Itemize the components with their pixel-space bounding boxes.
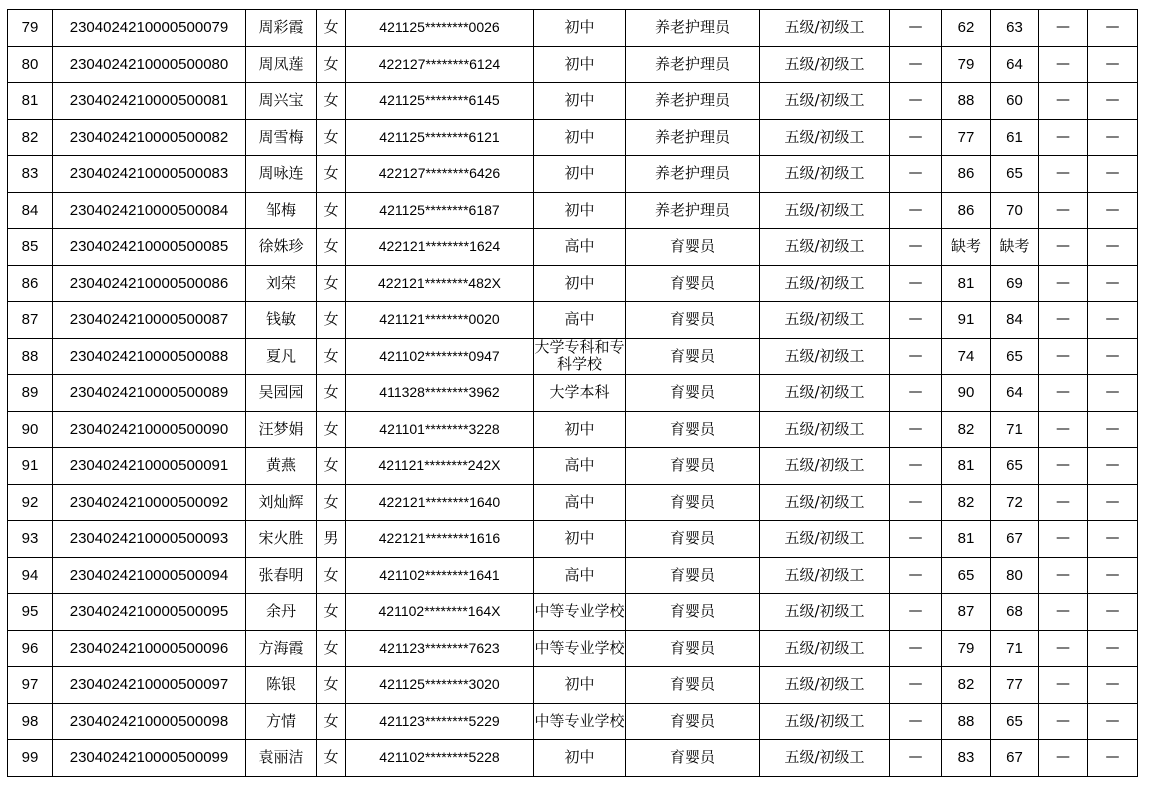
cell-theory-score: 65 — [942, 557, 991, 594]
cell-col9: — — [890, 557, 942, 594]
cell-id-card: 421102********1641 — [346, 557, 534, 594]
cell-occupation: 育婴员 — [626, 740, 760, 777]
cell-gender: 女 — [317, 703, 346, 740]
cell-skill-score: 67 — [991, 521, 1039, 558]
cell-skill-score: 65 — [991, 703, 1039, 740]
cell-exam-id: 2304024210000500084 — [53, 192, 246, 229]
cell-occupation: 养老护理员 — [626, 10, 760, 47]
cell-level: 五级/初级工 — [760, 484, 890, 521]
cell-occupation: 育婴员 — [626, 265, 760, 302]
cell-name: 徐姝珍 — [246, 229, 317, 266]
cell-occupation: 养老护理员 — [626, 192, 760, 229]
cell-education: 初中 — [534, 119, 626, 156]
cell-skill-score: 72 — [991, 484, 1039, 521]
cell-exam-id: 2304024210000500087 — [53, 302, 246, 339]
cell-education: 初中 — [534, 156, 626, 193]
cell-id-card: 421125********6121 — [346, 119, 534, 156]
cell-theory-score: 81 — [942, 521, 991, 558]
cell-col12: — — [1039, 630, 1088, 667]
cell-col13: — — [1088, 10, 1138, 47]
cell-col9: — — [890, 411, 942, 448]
cell-skill-score: 71 — [991, 630, 1039, 667]
cell-col12: — — [1039, 594, 1088, 631]
cell-gender: 女 — [317, 229, 346, 266]
cell-id-card: 421125********3020 — [346, 667, 534, 704]
cell-col12: — — [1039, 265, 1088, 302]
cell-level: 五级/初级工 — [760, 521, 890, 558]
cell-education: 初中 — [534, 521, 626, 558]
cell-skill-score: 64 — [991, 46, 1039, 83]
cell-education: 中等专业学校 — [534, 703, 626, 740]
cell-gender: 女 — [317, 375, 346, 412]
cell-name: 袁丽洁 — [246, 740, 317, 777]
cell-gender: 女 — [317, 338, 346, 375]
cell-col9: — — [890, 703, 942, 740]
cell-col13: — — [1088, 411, 1138, 448]
cell-col12: — — [1039, 156, 1088, 193]
cell-theory-score: 82 — [942, 667, 991, 704]
cell-level: 五级/初级工 — [760, 302, 890, 339]
cell-theory-score: 81 — [942, 448, 991, 485]
table-row — [8, 484, 1138, 521]
cell-skill-score: 69 — [991, 265, 1039, 302]
cell-education: 中等专业学校 — [534, 594, 626, 631]
cell-id-card: 421123********7623 — [346, 630, 534, 667]
cell-skill-score: 缺考 — [991, 229, 1039, 266]
cell-name: 方情 — [246, 703, 317, 740]
table-row — [8, 411, 1138, 448]
cell-id-card: 421123********5229 — [346, 703, 534, 740]
cell-education: 初中 — [534, 83, 626, 120]
cell-name: 夏凡 — [246, 338, 317, 375]
cell-education: 初中 — [534, 667, 626, 704]
cell-row-number: 87 — [8, 302, 53, 339]
cell-skill-score: 64 — [991, 375, 1039, 412]
cell-col13: — — [1088, 229, 1138, 266]
cell-level: 五级/初级工 — [760, 192, 890, 229]
cell-education: 初中 — [534, 192, 626, 229]
cell-exam-id: 2304024210000500095 — [53, 594, 246, 631]
cell-col9: — — [890, 192, 942, 229]
cell-occupation: 育婴员 — [626, 703, 760, 740]
cell-theory-score: 82 — [942, 411, 991, 448]
cell-id-card: 421121********242X — [346, 448, 534, 485]
cell-occupation: 育婴员 — [626, 557, 760, 594]
cell-exam-id: 2304024210000500081 — [53, 83, 246, 120]
cell-gender: 女 — [317, 10, 346, 47]
cell-name: 吴园园 — [246, 375, 317, 412]
cell-theory-score: 88 — [942, 703, 991, 740]
cell-occupation: 育婴员 — [626, 521, 760, 558]
cell-gender: 女 — [317, 667, 346, 704]
cell-exam-id: 2304024210000500089 — [53, 375, 246, 412]
cell-level: 五级/初级工 — [760, 411, 890, 448]
results-table — [7, 9, 1138, 777]
cell-id-card: 421125********6187 — [346, 192, 534, 229]
cell-id-card: 421125********0026 — [346, 10, 534, 47]
cell-col13: — — [1088, 557, 1138, 594]
cell-level: 五级/初级工 — [760, 10, 890, 47]
table-row — [8, 265, 1138, 302]
cell-theory-score: 86 — [942, 156, 991, 193]
cell-gender: 女 — [317, 83, 346, 120]
cell-level: 五级/初级工 — [760, 667, 890, 704]
table-row — [8, 667, 1138, 704]
cell-occupation: 育婴员 — [626, 375, 760, 412]
cell-skill-score: 71 — [991, 411, 1039, 448]
cell-col12: — — [1039, 83, 1088, 120]
cell-col9: — — [890, 448, 942, 485]
cell-name: 张春明 — [246, 557, 317, 594]
cell-education: 大学专科和专科学校 — [534, 338, 625, 374]
cell-col13: — — [1088, 740, 1138, 777]
cell-skill-score: 84 — [991, 302, 1039, 339]
cell-col13: — — [1088, 667, 1138, 704]
table-row — [8, 156, 1138, 193]
cell-col12: — — [1039, 703, 1088, 740]
table-row — [8, 375, 1138, 412]
cell-col12: — — [1039, 338, 1088, 375]
cell-col9: — — [890, 119, 942, 156]
cell-row-number: 79 — [8, 10, 53, 47]
cell-row-number: 84 — [8, 192, 53, 229]
cell-col9: — — [890, 521, 942, 558]
cell-education: 高中 — [534, 484, 626, 521]
cell-occupation: 养老护理员 — [626, 83, 760, 120]
cell-gender: 女 — [317, 484, 346, 521]
cell-level: 五级/初级工 — [760, 229, 890, 266]
cell-level: 五级/初级工 — [760, 557, 890, 594]
cell-col13: — — [1088, 630, 1138, 667]
cell-row-number: 96 — [8, 630, 53, 667]
cell-occupation: 育婴员 — [626, 411, 760, 448]
cell-name: 周彩霞 — [246, 10, 317, 47]
cell-skill-score: 61 — [991, 119, 1039, 156]
cell-name: 周咏连 — [246, 156, 317, 193]
table-row — [8, 740, 1138, 777]
cell-col13: — — [1088, 594, 1138, 631]
table-body — [8, 10, 1138, 777]
cell-occupation: 育婴员 — [626, 484, 760, 521]
cell-col13: — — [1088, 302, 1138, 339]
cell-col13: — — [1088, 338, 1138, 375]
cell-col12: — — [1039, 119, 1088, 156]
cell-exam-id: 2304024210000500098 — [53, 703, 246, 740]
cell-gender: 女 — [317, 46, 346, 83]
cell-skill-score: 77 — [991, 667, 1039, 704]
cell-col13: — — [1088, 265, 1138, 302]
cell-skill-score: 65 — [991, 156, 1039, 193]
cell-theory-score: 77 — [942, 119, 991, 156]
cell-col12: — — [1039, 740, 1088, 777]
table-row — [8, 10, 1138, 47]
cell-gender: 女 — [317, 594, 346, 631]
cell-skill-score: 65 — [991, 338, 1039, 375]
table-row — [8, 557, 1138, 594]
cell-exam-id: 2304024210000500079 — [53, 10, 246, 47]
table-row — [8, 192, 1138, 229]
cell-col12: — — [1039, 667, 1088, 704]
cell-name: 余丹 — [246, 594, 317, 631]
table-row — [8, 46, 1138, 83]
cell-name: 刘灿辉 — [246, 484, 317, 521]
cell-id-card: 422121********482X — [346, 265, 534, 302]
cell-row-number: 88 — [8, 338, 53, 375]
cell-row-number: 86 — [8, 265, 53, 302]
cell-name: 邹梅 — [246, 192, 317, 229]
cell-gender: 女 — [317, 740, 346, 777]
cell-name: 陈银 — [246, 667, 317, 704]
cell-col13: — — [1088, 521, 1138, 558]
cell-gender: 女 — [317, 448, 346, 485]
cell-occupation: 养老护理员 — [626, 119, 760, 156]
cell-exam-id: 2304024210000500083 — [53, 156, 246, 193]
cell-name: 周凤莲 — [246, 46, 317, 83]
cell-skill-score: 60 — [991, 83, 1039, 120]
cell-level: 五级/初级工 — [760, 83, 890, 120]
cell-col9: — — [890, 10, 942, 47]
cell-col13: — — [1088, 192, 1138, 229]
cell-exam-id: 2304024210000500088 — [53, 338, 246, 375]
cell-theory-score: 91 — [942, 302, 991, 339]
cell-theory-score: 83 — [942, 740, 991, 777]
cell-exam-id: 2304024210000500097 — [53, 667, 246, 704]
cell-gender: 女 — [317, 119, 346, 156]
cell-col12: — — [1039, 484, 1088, 521]
cell-level: 五级/初级工 — [760, 156, 890, 193]
cell-col9: — — [890, 338, 942, 375]
cell-occupation: 育婴员 — [626, 667, 760, 704]
cell-row-number: 95 — [8, 594, 53, 631]
cell-col12: — — [1039, 192, 1088, 229]
cell-level: 五级/初级工 — [760, 703, 890, 740]
cell-gender: 女 — [317, 557, 346, 594]
cell-row-number: 89 — [8, 375, 53, 412]
cell-row-number: 85 — [8, 229, 53, 266]
cell-row-number: 80 — [8, 46, 53, 83]
cell-occupation: 养老护理员 — [626, 46, 760, 83]
cell-id-card: 422121********1624 — [346, 229, 534, 266]
cell-col12: — — [1039, 302, 1088, 339]
cell-col9: — — [890, 265, 942, 302]
cell-col9: — — [890, 484, 942, 521]
cell-level: 五级/初级工 — [760, 594, 890, 631]
cell-gender: 女 — [317, 411, 346, 448]
cell-col9: — — [890, 46, 942, 83]
cell-education: 初中 — [534, 265, 626, 302]
table-row — [8, 229, 1138, 266]
cell-col13: — — [1088, 448, 1138, 485]
cell-theory-score: 87 — [942, 594, 991, 631]
cell-name: 方海霞 — [246, 630, 317, 667]
cell-col12: — — [1039, 375, 1088, 412]
cell-col12: — — [1039, 46, 1088, 83]
cell-gender: 女 — [317, 302, 346, 339]
cell-exam-id: 2304024210000500092 — [53, 484, 246, 521]
cell-id-card: 421102********164X — [346, 594, 534, 631]
cell-exam-id: 2304024210000500091 — [53, 448, 246, 485]
cell-education: 初中 — [534, 46, 626, 83]
cell-level: 五级/初级工 — [760, 119, 890, 156]
cell-col12: — — [1039, 448, 1088, 485]
cell-education: 初中 — [534, 740, 626, 777]
cell-exam-id: 2304024210000500090 — [53, 411, 246, 448]
cell-col9: — — [890, 156, 942, 193]
cell-col13: — — [1088, 83, 1138, 120]
cell-occupation: 育婴员 — [626, 448, 760, 485]
cell-occupation: 育婴员 — [626, 630, 760, 667]
cell-col9: — — [890, 667, 942, 704]
cell-occupation: 育婴员 — [626, 229, 760, 266]
cell-col13: — — [1088, 119, 1138, 156]
cell-theory-score: 79 — [942, 630, 991, 667]
cell-col13: — — [1088, 156, 1138, 193]
table-row — [8, 83, 1138, 120]
cell-occupation: 育婴员 — [626, 302, 760, 339]
cell-col13: — — [1088, 46, 1138, 83]
cell-name: 周雪梅 — [246, 119, 317, 156]
cell-col13: — — [1088, 375, 1138, 412]
cell-name: 钱敏 — [246, 302, 317, 339]
cell-id-card: 422127********6124 — [346, 46, 534, 83]
cell-col9: — — [890, 229, 942, 266]
cell-education: 高中 — [534, 229, 626, 266]
table-row — [8, 594, 1138, 631]
cell-row-number: 98 — [8, 703, 53, 740]
cell-id-card: 421102********5228 — [346, 740, 534, 777]
cell-row-number: 93 — [8, 521, 53, 558]
cell-skill-score: 68 — [991, 594, 1039, 631]
cell-gender: 女 — [317, 192, 346, 229]
cell-theory-score: 81 — [942, 265, 991, 302]
cell-row-number: 91 — [8, 448, 53, 485]
cell-exam-id: 2304024210000500085 — [53, 229, 246, 266]
cell-col9: — — [890, 630, 942, 667]
cell-theory-score: 74 — [942, 338, 991, 375]
cell-level: 五级/初级工 — [760, 448, 890, 485]
table-row — [8, 119, 1138, 156]
cell-theory-score: 82 — [942, 484, 991, 521]
cell-level: 五级/初级工 — [760, 46, 890, 83]
cell-exam-id: 2304024210000500093 — [53, 521, 246, 558]
cell-name: 刘荣 — [246, 265, 317, 302]
cell-row-number: 94 — [8, 557, 53, 594]
cell-id-card: 421101********3228 — [346, 411, 534, 448]
cell-education: 高中 — [534, 448, 626, 485]
cell-occupation: 育婴员 — [626, 594, 760, 631]
cell-name: 汪梦娟 — [246, 411, 317, 448]
cell-exam-id: 2304024210000500080 — [53, 46, 246, 83]
cell-row-number: 90 — [8, 411, 53, 448]
cell-theory-score: 79 — [942, 46, 991, 83]
cell-row-number: 82 — [8, 119, 53, 156]
table-row — [8, 703, 1138, 740]
cell-col12: — — [1039, 521, 1088, 558]
cell-education: 中等专业学校 — [534, 630, 626, 667]
cell-education: 高中 — [534, 557, 626, 594]
cell-education: 初中 — [534, 10, 626, 47]
table-row — [8, 448, 1138, 485]
table-row — [8, 302, 1138, 339]
cell-gender: 女 — [317, 156, 346, 193]
cell-row-number: 97 — [8, 667, 53, 704]
cell-id-card: 411328********3962 — [346, 375, 534, 412]
table-row — [8, 630, 1138, 667]
cell-col13: — — [1088, 484, 1138, 521]
cell-theory-score: 88 — [942, 83, 991, 120]
cell-exam-id: 2304024210000500094 — [53, 557, 246, 594]
cell-row-number: 83 — [8, 156, 53, 193]
cell-id-card: 421121********0020 — [346, 302, 534, 339]
cell-gender: 男 — [317, 521, 346, 558]
cell-col12: — — [1039, 411, 1088, 448]
cell-skill-score: 67 — [991, 740, 1039, 777]
cell-exam-id: 2304024210000500099 — [53, 740, 246, 777]
cell-col9: — — [890, 594, 942, 631]
cell-row-number: 92 — [8, 484, 53, 521]
cell-skill-score: 80 — [991, 557, 1039, 594]
cell-level: 五级/初级工 — [760, 740, 890, 777]
cell-name: 黄燕 — [246, 448, 317, 485]
cell-occupation: 养老护理员 — [626, 156, 760, 193]
cell-id-card: 422121********1640 — [346, 484, 534, 521]
cell-theory-score: 90 — [942, 375, 991, 412]
cell-exam-id: 2304024210000500086 — [53, 265, 246, 302]
cell-education: 高中 — [534, 302, 626, 339]
cell-col12: — — [1039, 557, 1088, 594]
cell-row-number: 81 — [8, 83, 53, 120]
cell-id-card: 421125********6145 — [346, 83, 534, 120]
cell-name: 周兴宝 — [246, 83, 317, 120]
cell-col9: — — [890, 740, 942, 777]
cell-theory-score: 86 — [942, 192, 991, 229]
cell-level: 五级/初级工 — [760, 630, 890, 667]
cell-gender: 女 — [317, 630, 346, 667]
cell-theory-score: 缺考 — [942, 229, 991, 266]
cell-col9: — — [890, 83, 942, 120]
cell-id-card: 422121********1616 — [346, 521, 534, 558]
cell-skill-score: 70 — [991, 192, 1039, 229]
cell-level: 五级/初级工 — [760, 265, 890, 302]
cell-theory-score: 62 — [942, 10, 991, 47]
table-row — [8, 521, 1138, 558]
cell-col13: — — [1088, 703, 1138, 740]
cell-education: 初中 — [534, 411, 626, 448]
cell-id-card: 422127********6426 — [346, 156, 534, 193]
cell-skill-score: 65 — [991, 448, 1039, 485]
cell-skill-score: 63 — [991, 10, 1039, 47]
cell-exam-id: 2304024210000500082 — [53, 119, 246, 156]
cell-col12: — — [1039, 229, 1088, 266]
cell-exam-id: 2304024210000500096 — [53, 630, 246, 667]
cell-level: 五级/初级工 — [760, 338, 890, 375]
cell-row-number: 99 — [8, 740, 53, 777]
cell-col9: — — [890, 375, 942, 412]
cell-education: 大学本科 — [534, 375, 626, 412]
cell-id-card: 421102********0947 — [346, 338, 534, 375]
cell-level: 五级/初级工 — [760, 375, 890, 412]
cell-name: 宋火胜 — [246, 521, 317, 558]
cell-col9: — — [890, 302, 942, 339]
cell-gender: 女 — [317, 265, 346, 302]
table-row — [8, 338, 1138, 375]
cell-occupation: 育婴员 — [626, 338, 760, 375]
cell-col12: — — [1039, 10, 1088, 47]
